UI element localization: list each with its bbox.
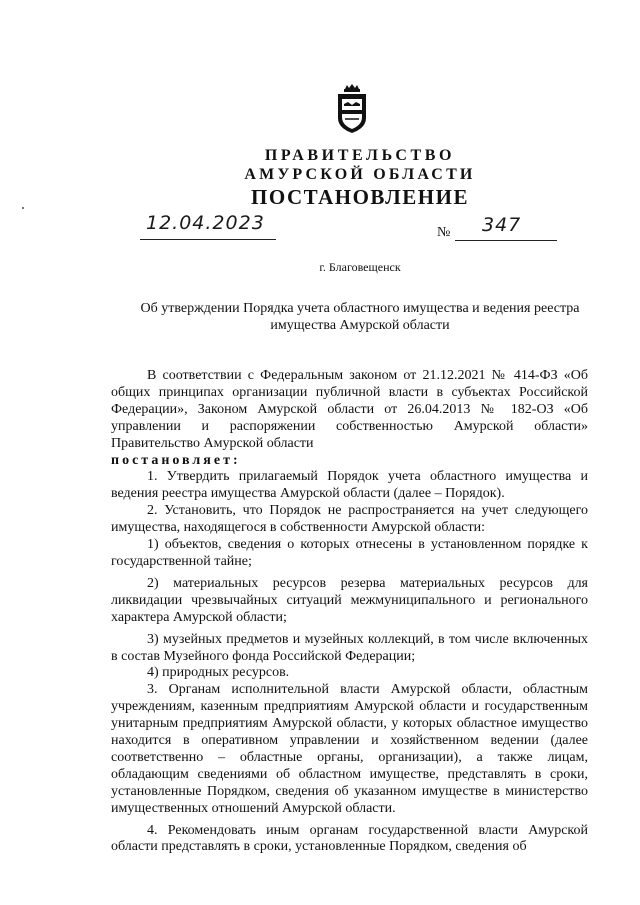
clause-2-item-4: 4) природных ресурсов. bbox=[147, 665, 290, 681]
date-underline bbox=[140, 239, 276, 240]
document-date: 12.04.2023 bbox=[146, 212, 265, 234]
scan-speck bbox=[22, 207, 24, 209]
amur-region-coat-of-arms-icon bbox=[334, 84, 370, 134]
clause-2-item-2: 2) материальных ресурсов резерва материальных ресурсов для ликвидации чрезвычайных ситуаций межмуниципального и регионального характера Амурской области; bbox=[111, 575, 588, 625]
number-underline bbox=[455, 240, 557, 241]
clause-2-item-3: 3) музейных предметов и музейных коллекций, в том числе включенных в состав Музейного фонда Российской Федерации; bbox=[111, 631, 588, 664]
clause-1: 1. Утвердить прилагаемый Порядок учета областного имущества и ведения реестра имущества Амурской области (далее – Порядок). bbox=[111, 469, 588, 502]
preamble-paragraph: В соответствии с Федеральным законом от 21.12.2021 № 414-ФЗ «Об общих принципах организации публичной власти в субъектах Российской Федерации», Законом Амурской области от 26.04.2013 № 182-ОЗ «Об управлении и распоряжении собственностью Амурской области» Правительство Амурской области bbox=[111, 368, 588, 451]
government-heading: ПРАВИТЕЛЬСТВО bbox=[264, 147, 456, 164]
document-type-heading: ПОСТАНОВЛЕНИЕ bbox=[251, 185, 469, 209]
document-title: Об утверждении Порядка учета областного имущества и ведения реестра имущества Амурской области bbox=[140, 301, 580, 333]
document-body bbox=[111, 368, 588, 856]
clause-2-item-1: 1) объектов, сведения о которых отнесены в установленном порядке к государственной тайне; bbox=[111, 537, 588, 569]
clause-2: 2. Установить, что Порядок не распространяется на учет следующего имущества, находящегося в собственности Амурской области: bbox=[111, 503, 588, 536]
clause-3: 3. Органам исполнительной власти Амурской области, областным учреждениям, казенным предприятиям Амурской области и государственным унитарным предприятиям Амурской области, у которых областное имущество находится в оперативном управлении и хозяйственном ведении (далее соответственно – областные органы, организации), а также лицам, обладающим сведениями об областном имуществе, представлять в сроки, установленные Порядком, сведения об указанном имуществе в министерство имущественных отношений Амурской области. bbox=[111, 682, 588, 816]
region-heading: АМУРСКОЙ ОБЛАСТИ bbox=[244, 166, 476, 183]
resolves-word: постановляет: bbox=[111, 452, 241, 468]
clause-4: 4. Рекомендовать иным органам государственной власти Амурской области представлять в сроки, установленные Порядком, сведения об bbox=[111, 822, 588, 855]
city-label: г. Благовещенск bbox=[319, 260, 401, 274]
document-number: 347 bbox=[482, 214, 522, 236]
number-sign: № bbox=[437, 225, 451, 240]
